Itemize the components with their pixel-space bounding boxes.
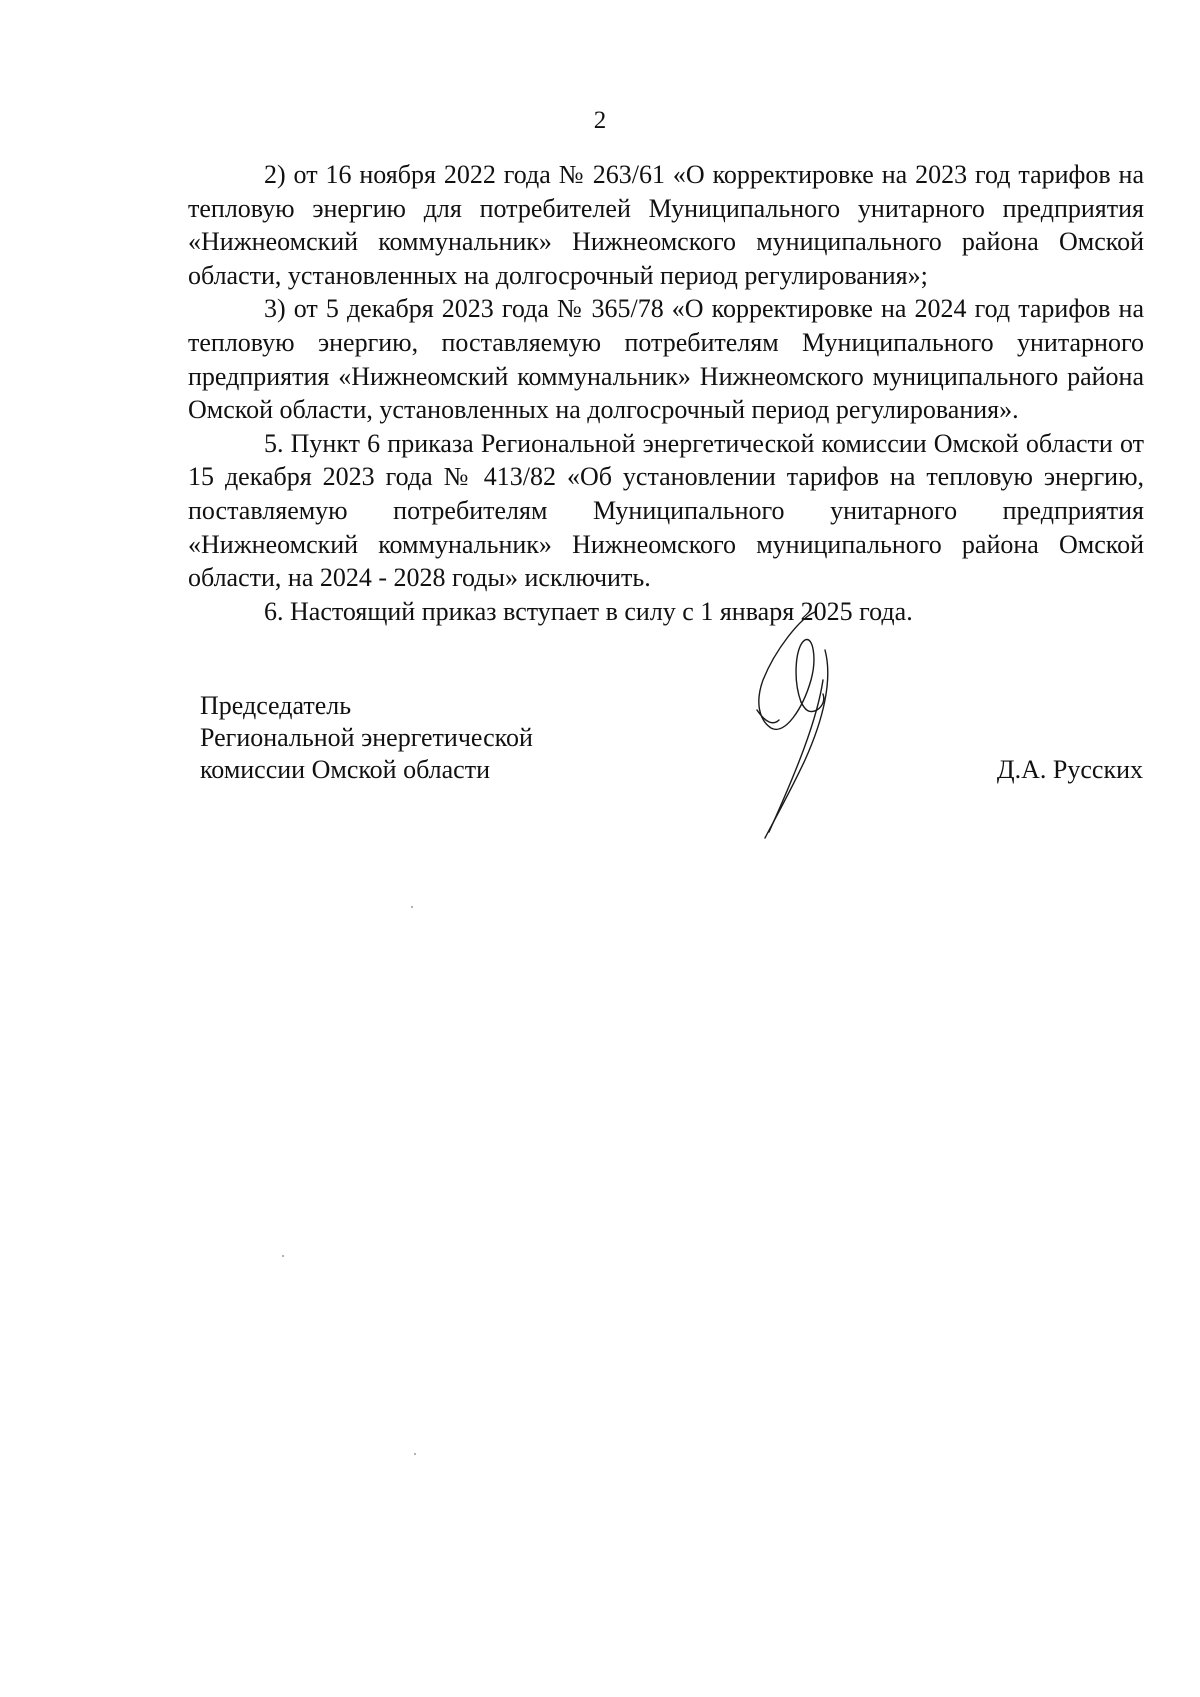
handwritten-signature: [745, 610, 885, 840]
paragraph-point-5: 5. Пункт 6 приказа Региональной энергетической комиссии Омской области от 15 декабря 2023 года № 413/82 «Об установлении тарифов на тепловую энергию, поставляемую потребителям Муниципального унитарного предприятия «Нижнеомский коммунальник» Нижнеомского муниципального района Омской области, на 2024 - 2028 годы» исключить.: [188, 428, 1144, 593]
scan-speck: [411, 906, 413, 908]
signatory-title-line: Председатель: [200, 691, 352, 720]
document-body: [188, 158, 1144, 628]
paragraph-item-2: 2) от 16 ноября 2022 года № 263/61 «О корректировке на 2023 год тарифов на тепловую энергию для потребителей Муниципального унитарного предприятия «Нижнеомский коммунальник» Нижнеомского муниципального района Омской области, установленных на долгосрочный период регулирования»;: [188, 160, 1144, 290]
signatory-title-line: комиссии Омской области: [200, 755, 490, 784]
page-number: 2: [593, 107, 607, 134]
signatory-name: Д.А. Русских: [996, 755, 1143, 784]
signatory-title-line: Региональной энергетической: [200, 723, 533, 752]
scan-speck: [414, 1453, 416, 1455]
scan-speck: [282, 1255, 284, 1257]
signatory-title: [200, 690, 533, 786]
paragraph-item-3: 3) от 5 декабря 2023 года № 365/78 «О корректировке на 2024 год тарифов на тепловую энергию, поставляемую потребителям Муниципального унитарного предприятия «Нижнеомский коммунальник» Нижнеомского муниципального района Омской области, установленных на долгосрочный период регулирования».: [188, 294, 1144, 425]
paragraph-point-6: 6. Настоящий приказ вступает в силу с 1 января 2025 года.: [264, 596, 913, 626]
